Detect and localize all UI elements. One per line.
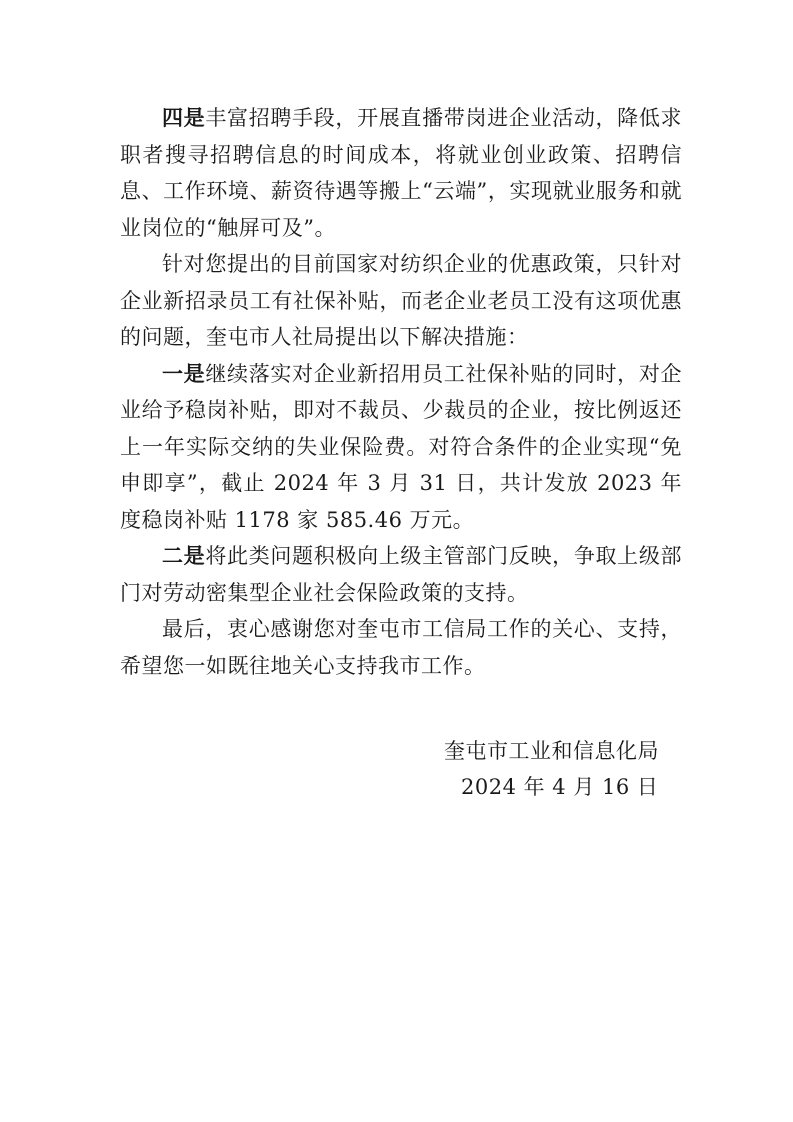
paragraph-issue-statement: [120, 246, 682, 356]
paragraph-text: 继续落实对企业新招用员工社保补贴的同时，对企业给予稳岗补贴，即对不裁员、少裁员的企业，按比例返还上一年实际交纳的失业保险费。对符合条件的企业实现“免申即享”，截止 2024 年 3 月 31 日，共计发放 2023 年度稳岗补贴 1178 家 585.46 万元。: [120, 361, 683, 532]
paragraph-measure-four: [120, 100, 682, 246]
paragraph-text: 针对您提出的目前国家对纺织企业的优惠政策，只针对企业新招录员工有社保补贴，而老企业老员工没有这项优惠的问题，奎屯市人社局提出以下解决措施：: [120, 252, 682, 349]
paragraph-closing: [120, 611, 682, 684]
signature-date: 2024 年 4 月 16 日: [461, 775, 659, 799]
letter-body: [120, 100, 682, 684]
paragraph-lead: 四是: [162, 105, 206, 130]
signature-organization: 奎屯市工业和信息化局: [444, 739, 659, 763]
signature-block: [444, 733, 659, 805]
paragraph-text: 丰富招聘手段，开展直播带岗进企业活动，降低求职者搜寻招聘信息的时间成本，将就业创业政策、招聘信息、工作环境、薪资待遇等搬上“云端”，实现就业服务和就业岗位的“触屏可及”。: [120, 106, 683, 240]
paragraph-lead: 二是: [162, 543, 206, 568]
paragraph-measure-one: [120, 356, 682, 539]
paragraph-measure-two: [120, 538, 682, 611]
paragraph-text: 最后，衷心感谢您对奎屯市工信局工作的关心、支持，希望您一如既往地关心支持我市工作。: [120, 617, 682, 678]
paragraph-lead: 一是: [162, 360, 206, 386]
paragraph-text: 将此类问题积极向上级主管部门反映，争取上级部门对劳动密集型企业社会保险政策的支持。: [120, 544, 683, 605]
